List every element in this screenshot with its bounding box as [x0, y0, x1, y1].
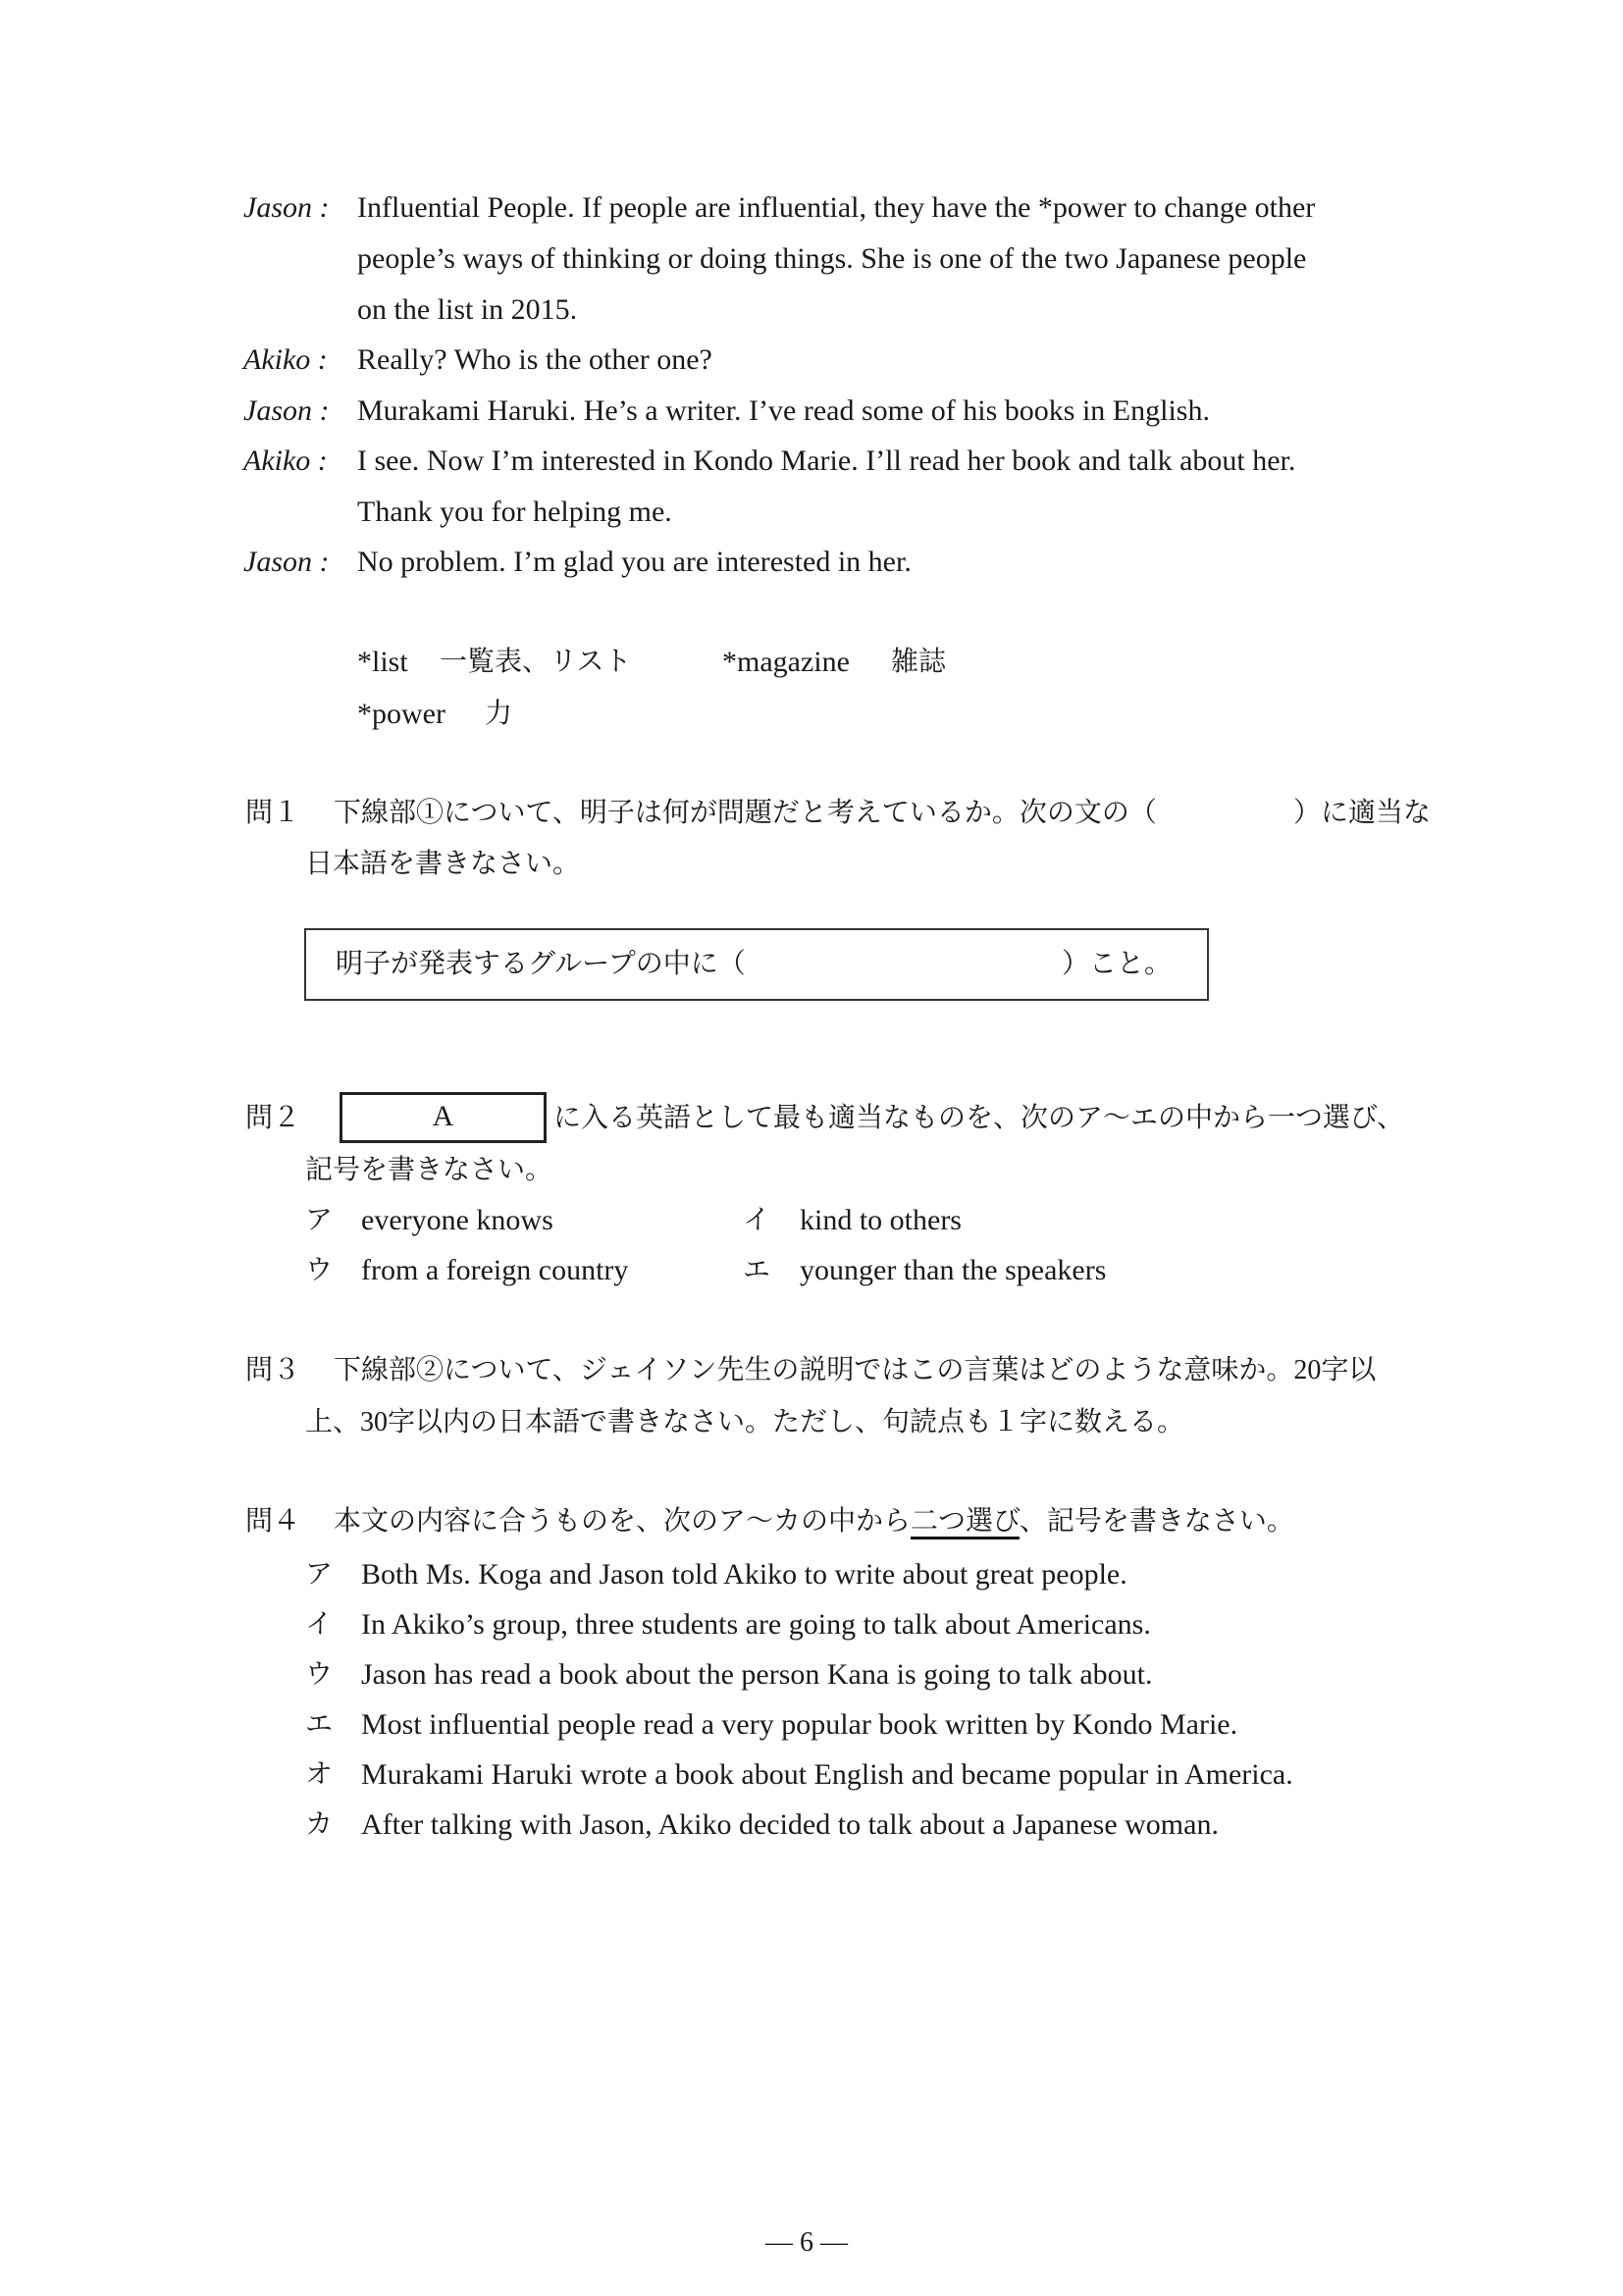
glossary-term: *power: [357, 698, 445, 730]
question-text: 日本語を書きなさい。: [305, 849, 581, 879]
option-mark: カ: [305, 1809, 334, 1840]
question-text: [334, 1504, 1294, 1539]
glossary-meaning: 雑誌: [891, 647, 947, 677]
dialogue-line: Thank you for helping me.: [357, 496, 672, 528]
glossary-term: *list: [357, 646, 408, 678]
option-mark: ア: [305, 1559, 334, 1590]
glossary-meaning: 一覧表、リスト: [440, 647, 632, 677]
speaker-label: Akiko :: [243, 444, 328, 477]
dialogue-line: I see. Now I’m interested in Kondo Marie. I’ll read her book and talk about her.: [357, 444, 1296, 477]
page-number: ― 6 ―: [765, 2227, 848, 2258]
glossary-meaning: 力: [485, 699, 513, 729]
option-text: After talking with Jason, Akiko decided to talk about a Japanese woman.: [361, 1808, 1219, 1841]
option-mark: エ: [305, 1709, 334, 1740]
option-mark: オ: [305, 1759, 334, 1790]
option-mark: ウ: [305, 1659, 334, 1690]
option-text: from a foreign country: [361, 1254, 629, 1286]
dialogue-line: on the list in 2015.: [357, 293, 578, 326]
underlined-instruction: 二つ選び: [911, 1506, 1020, 1539]
question-label: 問２: [245, 1103, 301, 1133]
option-text: everyone knows: [361, 1204, 553, 1236]
option-mark: ア: [305, 1205, 334, 1235]
question-text: 下線部②について、ジェイソン先生の説明ではこの言葉はどのような意味か。20字以: [334, 1355, 1377, 1385]
answer-frame-text: ）こと。: [1062, 949, 1173, 979]
option-text: Both Ms. Koga and Jason told Akiko to write about great people.: [361, 1558, 1127, 1591]
question-text: 記号を書きなさい。: [305, 1155, 553, 1185]
speaker-label: Akiko :: [243, 343, 328, 376]
glossary-term: *magazine: [722, 646, 850, 678]
option-text: In Akiko’s group, three students are going to talk about Americans.: [361, 1608, 1151, 1641]
question-text-part: 、記号を書きなさい。: [1019, 1506, 1294, 1537]
dialogue-line: people’s ways of thinking or doing things. She is one of the two Japanese people: [357, 242, 1307, 275]
question-text: 下線部①について、明子は何が問題だと考えているか。次の文の（: [334, 798, 1157, 828]
answer-frame-text: 明子が発表するグループの中に（: [336, 949, 746, 979]
question-text: 上、30字以内の日本語で書きなさい。ただし、句読点も１字に数える。: [305, 1407, 1185, 1437]
dialogue-line: No problem. I’m glad you are interested in her.: [357, 546, 912, 578]
option-text: kind to others: [800, 1204, 962, 1236]
blank-box-a: A: [340, 1092, 547, 1143]
option-text: Jason has read a book about the person Kana is going to talk about.: [361, 1658, 1153, 1691]
question-text: に入る英語として最も適当なものを、次のア～エの中から一つ選び、: [553, 1103, 1404, 1133]
speaker-label: Jason :: [243, 546, 330, 578]
dialogue-line: Murakami Haruki. He’s a writer. I’ve read some of his books in English.: [357, 394, 1210, 427]
option-text: Most influential people read a very popular book written by Kondo Marie.: [361, 1708, 1238, 1741]
speaker-label: Jason :: [243, 191, 330, 224]
option-mark: イ: [743, 1205, 771, 1235]
question-text-part: 本文の内容に合うものを、次のア～カの中から: [334, 1506, 912, 1537]
question-label: 問４: [245, 1506, 301, 1537]
option-mark: ウ: [305, 1255, 334, 1285]
dialogue-line: Really? Who is the other one?: [357, 343, 712, 376]
option-mark: イ: [305, 1609, 334, 1640]
question-text: ）に適当な: [1293, 798, 1432, 828]
option-text: Murakami Haruki wrote a book about English and became popular in America.: [361, 1758, 1293, 1791]
answer-frame: [304, 928, 1209, 1001]
question-label: 問３: [245, 1355, 301, 1385]
dialogue-line: Influential People. If people are influential, they have the *power to change other: [357, 191, 1316, 224]
option-text: younger than the speakers: [800, 1254, 1107, 1286]
option-mark: エ: [743, 1255, 771, 1285]
speaker-label: Jason :: [243, 394, 330, 427]
question-label: 問１: [245, 798, 301, 828]
